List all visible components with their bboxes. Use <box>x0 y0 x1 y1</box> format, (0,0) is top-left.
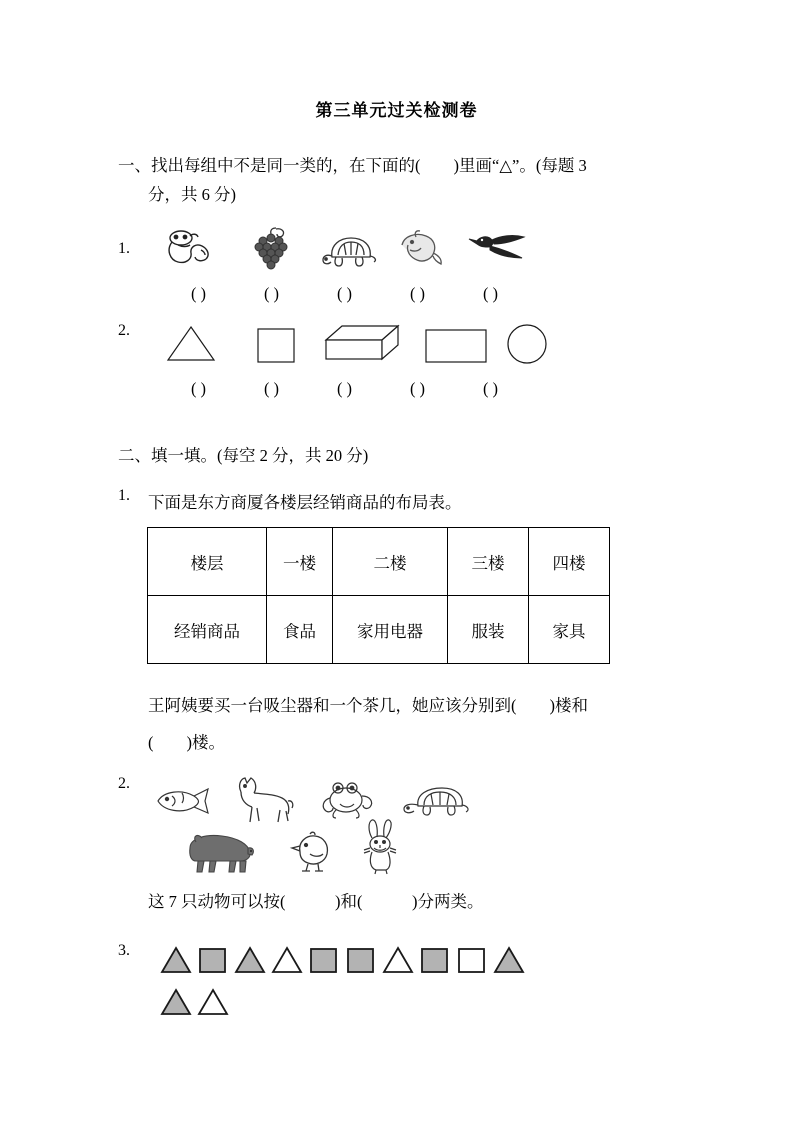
q1-answer-slot-4[interactable]: ( ) <box>409 284 426 303</box>
q1-number: 1. <box>118 240 130 257</box>
table-cell-goods-1: 食品 <box>267 596 333 664</box>
triangle-gray-shape <box>158 986 194 1016</box>
q2-answer-slot-4[interactable]: ( ) <box>409 379 426 398</box>
q1-answer-slot-1[interactable]: ( ) <box>190 284 207 303</box>
dolphin-icon <box>392 228 448 272</box>
cuboid-shape <box>320 320 404 371</box>
s2-q3-number: 3. <box>118 942 130 959</box>
q2-answer-slot-1[interactable]: ( ) <box>190 379 207 398</box>
rectangle-shape <box>422 324 492 371</box>
table-cell-floor-4: 四楼 <box>529 528 610 596</box>
floor-layout-table <box>147 527 610 664</box>
page-title: 第三单元过关检测卷 <box>315 101 478 121</box>
grapes-icon <box>245 226 297 272</box>
square-shape <box>252 324 302 371</box>
q2-number: 2. <box>118 322 130 339</box>
swallow-icon <box>464 228 528 270</box>
s2-q1-followup-line2[interactable]: ( )楼。 <box>148 733 225 752</box>
triangle-white-shape <box>195 986 231 1016</box>
s2-q2-number: 2. <box>118 775 130 792</box>
table-cell-goods-3: 服装 <box>448 596 529 664</box>
triangle-shape <box>164 322 220 369</box>
table-row <box>148 596 610 664</box>
table-cell-goods-2: 家用电器 <box>333 596 448 664</box>
rabbit-icon <box>356 818 404 876</box>
triangle-gray-shape <box>232 944 268 974</box>
s2-q1-followup-line1[interactable]: 王阿姨要买一台吸尘器和一个茶几，她应该分别到( )楼和 <box>148 696 588 715</box>
shape-sequence-row-2 <box>158 986 232 1016</box>
triangle-white-shape <box>380 944 416 974</box>
square-gray-shape <box>195 944 231 974</box>
table-header-floor: 楼层 <box>148 528 267 596</box>
snake-icon <box>160 228 222 272</box>
section-one-heading-line1: 一、找出每组中不是同一类的，在下面的( )里画“△”。(每题 3 <box>118 156 587 175</box>
table-cell-goods-4: 家具 <box>529 596 610 664</box>
q2-answer-row <box>162 379 527 399</box>
table-cell-floor-2: 二楼 <box>333 528 448 596</box>
table-row <box>148 528 610 596</box>
turtle-icon <box>400 782 472 822</box>
s2-q2-prompt[interactable]: 这 7 只动物可以按( )和( )分两类。 <box>148 892 484 911</box>
square-gray-shape <box>306 944 342 974</box>
frog-icon <box>318 778 380 820</box>
q1-answer-slot-3[interactable]: ( ) <box>336 284 353 303</box>
table-cell-floor-3: 三楼 <box>448 528 529 596</box>
chick-icon <box>288 830 340 874</box>
table-cell-floor-1: 一楼 <box>267 528 333 596</box>
fish-icon <box>152 784 214 818</box>
triangle-gray-shape <box>158 944 194 974</box>
table-header-goods: 经销商品 <box>148 596 267 664</box>
q1-answer-slot-2[interactable]: ( ) <box>263 284 280 303</box>
triangle-gray-shape <box>491 944 527 974</box>
horse-icon <box>228 774 298 826</box>
q1-answer-slot-5[interactable]: ( ) <box>482 284 499 303</box>
q2-answer-slot-2[interactable]: ( ) <box>263 379 280 398</box>
section-one-heading-line2: 分，共 6 分) <box>148 185 236 204</box>
s2-q1-number: 1. <box>118 487 130 504</box>
turtle-icon <box>318 231 384 271</box>
pig-icon <box>182 828 256 874</box>
s2-q1-prompt: 下面是东方商厦各楼层经销商品的布局表。 <box>148 493 462 512</box>
triangle-white-shape <box>269 944 305 974</box>
section-two-heading: 二、填一填。(每空 2 分，共 20 分) <box>118 446 369 465</box>
q2-answer-slot-5[interactable]: ( ) <box>482 379 499 398</box>
shape-sequence-row-1 <box>158 944 528 974</box>
square-gray-shape <box>343 944 379 974</box>
square-white-shape <box>454 944 490 974</box>
q1-answer-row <box>162 284 527 304</box>
square-gray-shape <box>417 944 453 974</box>
q2-answer-slot-3[interactable]: ( ) <box>336 379 353 398</box>
circle-shape <box>500 320 554 373</box>
